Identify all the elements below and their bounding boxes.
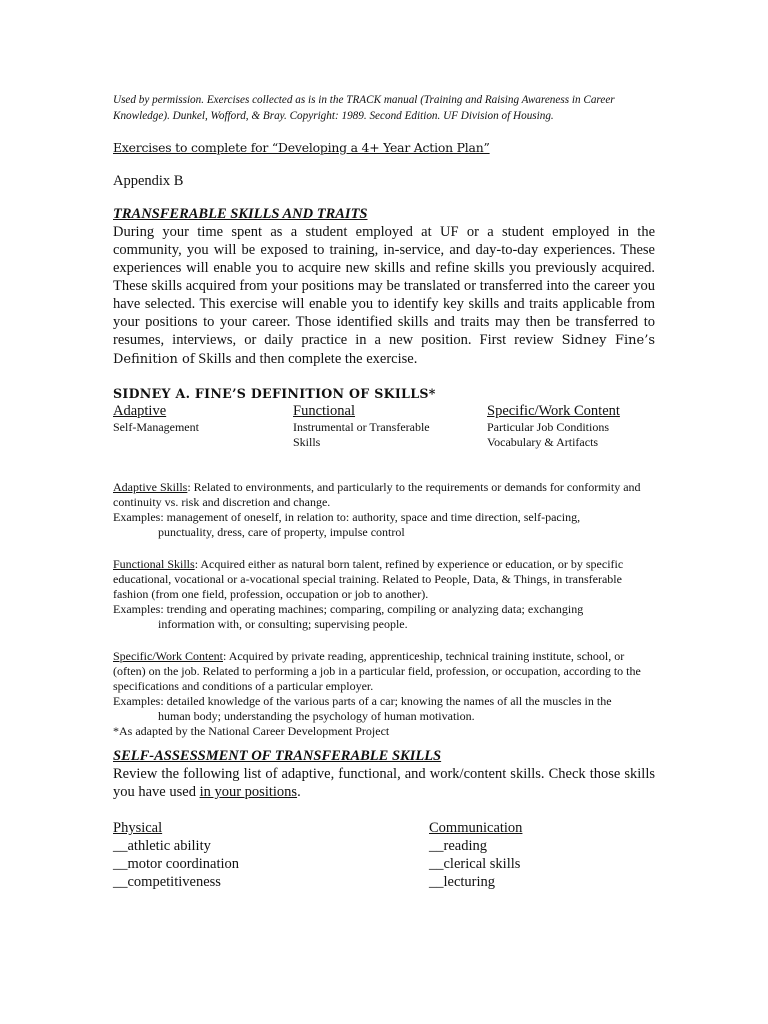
document-page (113, 92, 655, 891)
column-head: Specific/Work Content (487, 403, 620, 419)
column-head: Functional (293, 403, 356, 419)
fine-title: SIDNEY A. FINE’S DEFINITION OF SKILLS* (113, 386, 436, 401)
definition-text: : Acquired either as natural born talent, refined by experience or education, or by specific educational, vocational or a-vocational special training. Related to People, Data, & Things, in transferable fashion (from one field, profession, occupation or job to another). (113, 557, 624, 601)
list-item: __reading (429, 838, 487, 854)
list-heading: Communication (429, 820, 523, 836)
definition-term: Functional Skills (113, 557, 195, 571)
fine-columns (113, 403, 655, 450)
definition-examples-cont: punctuality, dress, care of property, impulse control (158, 525, 405, 539)
review-end: . (297, 784, 301, 800)
permission-note: Used by permission. Exercises collected as is in the TRACK manual (Training and Raising Awareness in Career Knowledge). Dunkel, Wofford, & Bray. Copyright: 1989. Second Edition. UF Division of Housing. (113, 94, 615, 122)
self-assessment-intro (113, 765, 655, 801)
column-sub-2: Skills (293, 435, 321, 449)
review-underlined: in your positions (199, 784, 298, 800)
transferable-body-tail-a: Sidney Fine’s Definition of (113, 333, 655, 367)
fine-column-functional (293, 403, 487, 450)
functional-definition (113, 557, 655, 632)
definition-examples: Examples: management of oneself, in relation to: authority, space and time direction, self-pacing, (113, 510, 581, 524)
review-text: Review the following list of adaptive, functional, and work/content skills. Check those skills you have used (113, 766, 655, 800)
column-sub: Particular Job Conditions (487, 420, 609, 434)
specific-definition (113, 649, 655, 739)
definition-examples-cont: information with, or consulting; supervising people. (158, 617, 408, 631)
list-item: __lecturing (429, 874, 496, 890)
list-item: __athletic ability (113, 838, 211, 854)
fine-column-specific (487, 403, 655, 450)
definition-examples: Examples: trending and operating machines; comparing, compiling or analyzing data; exchanging (113, 602, 584, 616)
list-heading: Physical (113, 820, 163, 836)
list-item: __motor coordination (113, 856, 240, 872)
definition-term: Specific/Work Content (113, 649, 224, 663)
column-sub: Self-Management (113, 420, 199, 434)
appendix-label: Appendix B (113, 173, 184, 189)
adaptive-definition (113, 480, 655, 540)
skill-lists (113, 819, 655, 891)
transferable-body (113, 223, 655, 369)
transferable-body-main: During your time spent as a student employed at UF or a student employed in the community, you will be exposed to training, in-service, and day-to-day experiences. These experiences will enable you to acquire new skills and refine skills you previously acquired. These skills acquired from your positions may be translated or transferred into the career you have selected. This exercise will enable you to identify key skills and traits applicable from your positions to your career. Those identified skills and traits may then be transferred to resumes, interviews, or daily practice in a new position. First review (113, 224, 655, 348)
definition-text: : Acquired by private reading, apprenticeship, technical training institute, school, or (often) on the job. Related to performing a job in a particular field, profession, or occupation, according to the specifications and conditions of a particular employer. (113, 649, 641, 693)
footnote: *As adapted by the National Career Development Project (113, 724, 390, 738)
exercises-heading: Exercises to complete for “Developing a 4+ Year Action Plan” (113, 140, 490, 155)
fine-column-adaptive (113, 403, 293, 450)
column-head: Adaptive (113, 403, 167, 419)
definition-examples-cont: human body; understanding the psychology of human motivation. (158, 709, 475, 723)
definition-term: Adaptive Skills (113, 480, 188, 494)
communication-list (429, 819, 522, 891)
list-item: __competitiveness (113, 874, 221, 890)
column-sub-2: Vocabulary & Artifacts (487, 435, 599, 449)
definition-examples: Examples: detailed knowledge of the various parts of a car; knowing the names of all the muscles in the (113, 694, 612, 708)
definition-text: : Related to environments, and particularly to the requirements or demands for conformity and continuity vs. risk and discretion and change. (113, 480, 641, 509)
transferable-title: TRANSFERABLE SKILLS AND TRAITS (113, 206, 368, 222)
physical-list (113, 819, 429, 891)
transferable-body-tail-b: Skills and then complete the exercise. (194, 351, 418, 367)
list-item: __clerical skills (429, 856, 521, 872)
self-assessment-title: SELF-ASSESSMENT OF TRANSFERABLE SKILLS (113, 748, 442, 764)
column-sub: Instrumental or Transferable (293, 420, 430, 434)
